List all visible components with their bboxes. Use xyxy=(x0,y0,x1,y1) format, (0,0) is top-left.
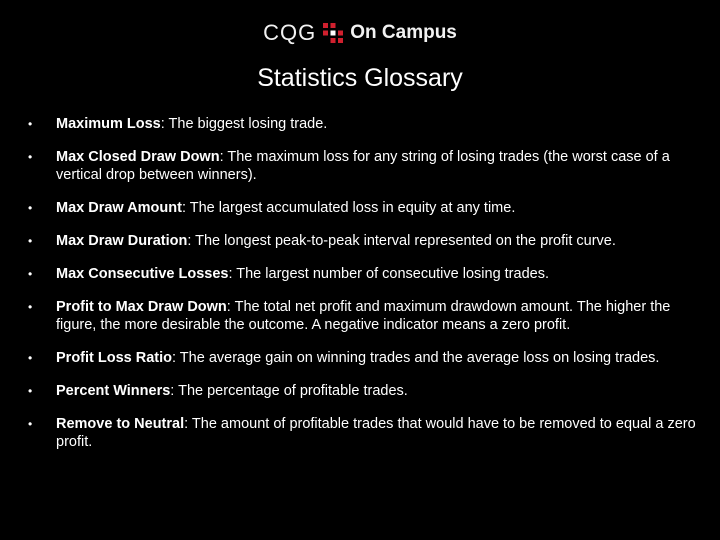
glossary-term: Remove to Neutral xyxy=(56,416,185,432)
glossary-item xyxy=(28,199,698,217)
bullet-icon: • xyxy=(28,201,33,215)
glossary-entry xyxy=(56,415,698,451)
glossary-entry xyxy=(56,298,698,334)
glossary-entry xyxy=(56,148,698,184)
glossary-definition: : The longest peak-to-peak interval represented on the profit curve. xyxy=(187,233,616,249)
bullet-icon: • xyxy=(28,150,33,164)
bullet-icon: • xyxy=(28,384,33,398)
glossary-list xyxy=(28,115,698,466)
bullet-icon: • xyxy=(28,300,33,314)
bullet-icon: • xyxy=(28,417,33,431)
cqg-on-campus-logo xyxy=(0,20,720,46)
glossary-term: Max Draw Amount xyxy=(56,200,182,216)
glossary-item xyxy=(28,382,698,400)
page-title: Statistics Glossary xyxy=(257,64,463,92)
bullet-icon: • xyxy=(28,117,33,131)
glossary-entry xyxy=(56,115,698,133)
glossary-definition: : The percentage of profitable trades. xyxy=(170,383,408,399)
glossary-item xyxy=(28,115,698,133)
glossary-definition: : The amount of profitable trades that would have to be removed to equal a zero profit. xyxy=(56,416,696,450)
glossary-definition: : The largest number of consecutive losing trades. xyxy=(228,266,549,282)
glossary-entry xyxy=(56,199,698,217)
glossary-item xyxy=(28,232,698,250)
glossary-definition: : The average gain on winning trades and the average loss on losing trades. xyxy=(172,350,660,366)
glossary-item xyxy=(28,415,698,451)
glossary-item xyxy=(28,265,698,283)
logo-cqg-text: CQG xyxy=(263,20,317,45)
glossary-term: Percent Winners xyxy=(56,383,171,399)
glossary-term: Max Consecutive Losses xyxy=(56,266,229,282)
glossary-item xyxy=(28,349,698,367)
glossary-item xyxy=(28,298,698,334)
glossary-term: Profit Loss Ratio xyxy=(56,350,173,366)
glossary-entry xyxy=(56,232,698,250)
bullet-icon: • xyxy=(28,234,33,248)
logo-mark-icon xyxy=(322,22,344,44)
bullet-icon: • xyxy=(28,267,33,281)
glossary-definition: : The maximum loss for any string of losing trades (the worst case of a vertical drop between winners). xyxy=(56,149,670,183)
glossary-entry xyxy=(56,265,698,283)
bullet-icon: • xyxy=(28,351,33,365)
glossary-definition: : The largest accumulated loss in equity at any time. xyxy=(181,200,516,216)
glossary-item xyxy=(28,148,698,184)
logo-on-campus-text: On Campus xyxy=(350,22,457,43)
glossary-definition: : The biggest losing trade. xyxy=(160,116,328,132)
glossary-term: Max Draw Duration xyxy=(56,233,188,249)
glossary-term: Profit to Max Draw Down xyxy=(56,299,227,315)
glossary-definition: : The total net profit and maximum drawdown amount. The higher the figure, the more desirable the outcome. A negative indicator means a zero profit. xyxy=(56,299,671,333)
glossary-term: Max Closed Draw Down xyxy=(56,149,220,165)
glossary-entry xyxy=(56,382,698,400)
glossary-term: Maximum Loss xyxy=(56,116,161,132)
glossary-entry xyxy=(56,349,698,367)
